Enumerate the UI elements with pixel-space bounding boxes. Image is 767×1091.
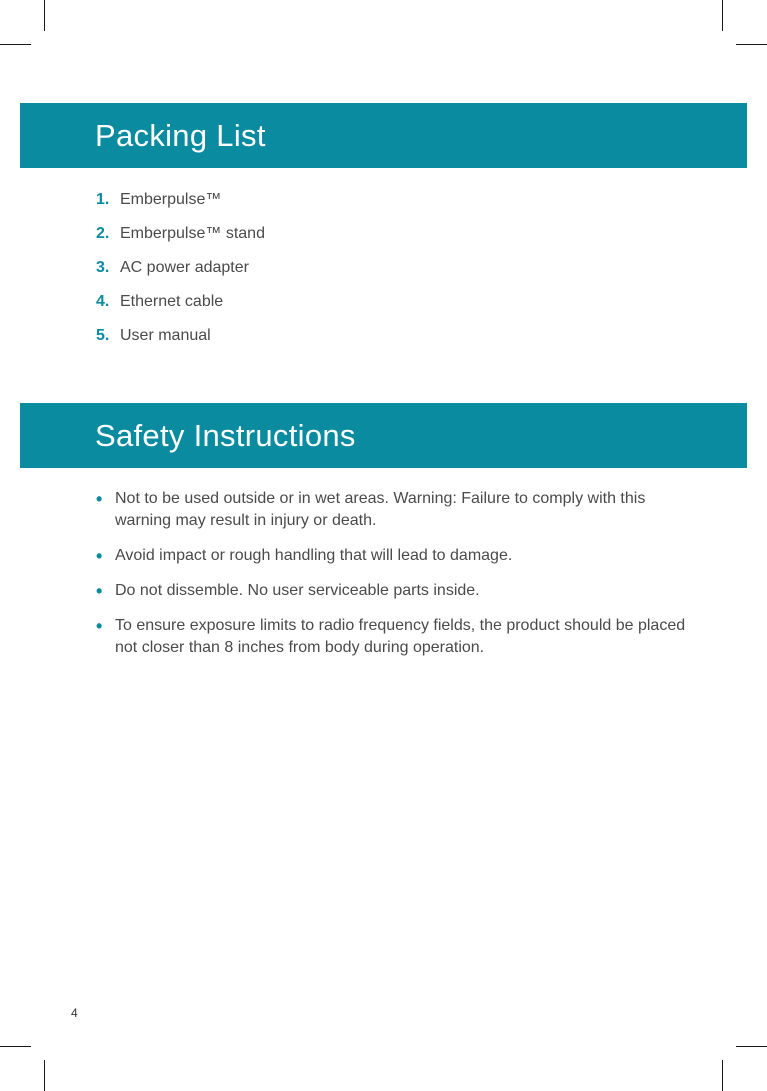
- list-item-number: 1.: [96, 191, 110, 208]
- list-item: [96, 256, 265, 290]
- crop-mark-bottom-right-v: [722, 1060, 723, 1091]
- safety-instructions-banner: [20, 403, 747, 468]
- crop-mark-top-right-v: [722, 0, 723, 31]
- list-item-text: Emberpulse™: [120, 191, 222, 208]
- bullet-icon: •: [96, 581, 103, 601]
- list-item-text: User manual: [120, 327, 211, 344]
- list-item: [96, 324, 265, 358]
- crop-mark-bottom-left-v: [44, 1060, 45, 1091]
- crop-mark-top-left-v: [44, 0, 45, 31]
- list-item-number: 3.: [96, 259, 110, 276]
- crop-mark-top-right-h: [736, 44, 767, 45]
- crop-mark-top-left-h: [0, 44, 31, 45]
- safety-instructions-title: Safety Instructions: [95, 417, 356, 453]
- packing-list: [96, 188, 265, 358]
- list-item: [96, 615, 696, 659]
- list-item: [96, 290, 265, 324]
- list-item-text: Emberpulse™ stand: [120, 225, 265, 242]
- safety-instructions-list: [96, 488, 696, 672]
- list-item-text: Not to be used outside or in wet areas. Warning: Failure to comply with this warning may result in injury or death.: [115, 490, 646, 529]
- crop-mark-bottom-left-h: [0, 1046, 31, 1047]
- page-number: 4: [71, 1006, 78, 1020]
- list-item-number: 2.: [96, 225, 110, 242]
- packing-list-banner: [20, 103, 747, 168]
- bullet-icon: •: [96, 489, 103, 509]
- crop-mark-bottom-right-h: [736, 1046, 767, 1047]
- list-item-number: 4.: [96, 293, 110, 310]
- list-item-text: Do not dissemble. No user serviceable parts inside.: [115, 582, 480, 599]
- list-item-text: To ensure exposure limits to radio frequency fields, the product should be placed not closer than 8 inches from body during operation.: [115, 617, 686, 656]
- list-item-text: AC power adapter: [120, 259, 249, 276]
- list-item: [96, 188, 265, 222]
- bullet-icon: •: [96, 546, 103, 566]
- list-item: [96, 545, 696, 567]
- packing-list-title: Packing List: [95, 117, 266, 153]
- bullet-icon: •: [96, 616, 103, 636]
- list-item: [96, 222, 265, 256]
- list-item-text: Ethernet cable: [120, 293, 224, 310]
- list-item: [96, 580, 696, 602]
- list-item-text: Avoid impact or rough handling that will lead to damage.: [115, 547, 513, 564]
- list-item: [96, 488, 696, 532]
- list-item-number: 5.: [96, 327, 110, 344]
